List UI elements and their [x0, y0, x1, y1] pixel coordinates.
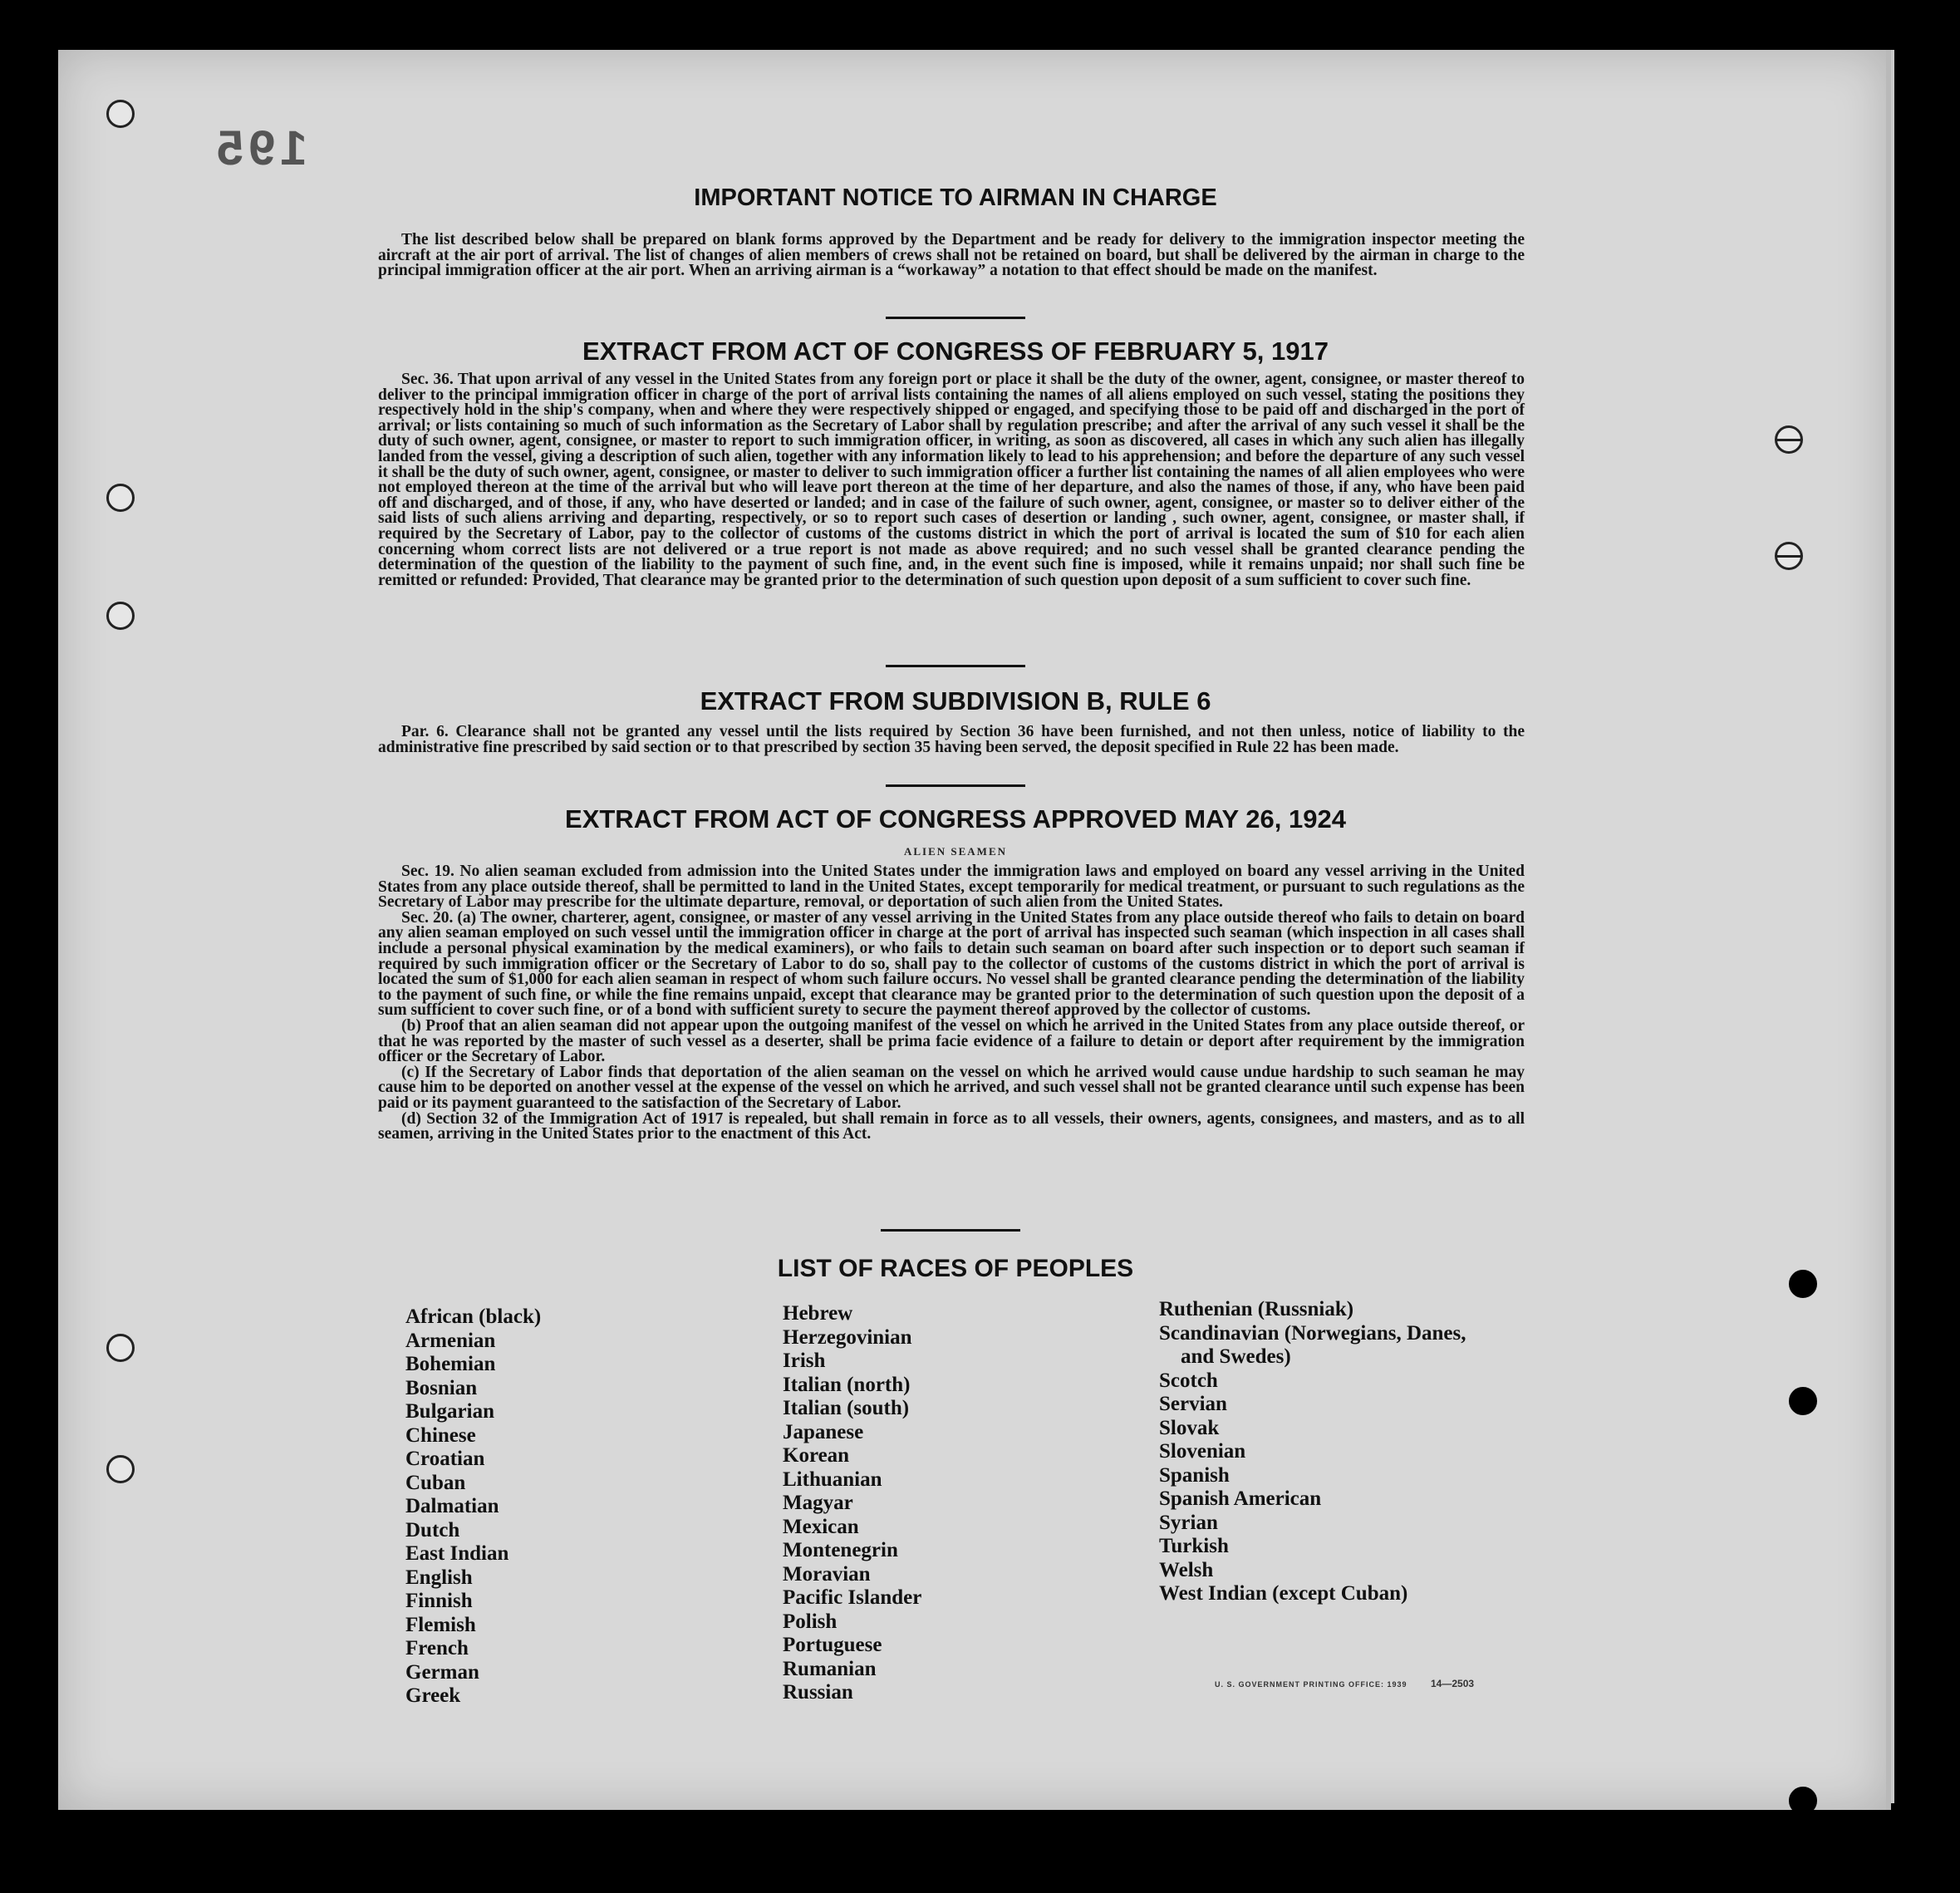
race-item: and Swedes): [1181, 1345, 1291, 1368]
race-item: Italian (south): [783, 1397, 910, 1419]
section-divider: [881, 1229, 1020, 1232]
section-divider: [886, 665, 1025, 667]
sec-20b-paragraph: (b) Proof that an alien seaman did not appear upon the outgoing manifest of the vessel on which he arrived in the United States from any place outside thereof, or that he was reported by the master of such vessel as a deserter, shall be prima facie evidence of a failure to detain or deport after requirement by the immigration officer or the Secretary of Labor.: [378, 1016, 1525, 1066]
race-item: Hebrew: [783, 1302, 853, 1325]
punch-hole: [1789, 1787, 1817, 1815]
race-item: Bosnian: [405, 1376, 478, 1399]
punch-hole: [1789, 1387, 1817, 1415]
race-item: Irish: [783, 1350, 826, 1372]
races-column-2: [783, 1302, 921, 1705]
race-item: Pacific Islander: [783, 1586, 922, 1609]
punch-hole: [1775, 425, 1803, 454]
race-item: Dalmatian: [405, 1495, 499, 1517]
race-item: Servian: [1159, 1393, 1227, 1415]
par-6-paragraph: Par. 6. Clearance shall not be granted any vessel until the lists required by Section 36 have been furnished, and not then unless, notice of liability to the administrative fine prescribed by said section or to that prescribed by section 35 having been served, the deposit specified in Rule 22 has been made.: [378, 723, 1525, 756]
race-item: Greek: [405, 1684, 461, 1707]
notice-paragraph: The list described below shall be prepared on blank forms approved by the Department and be ready for delivery to the immigration inspector meeting the aircraft at the air port of arrival. The list of changes of alien members of crews shall not be retained on board, but shall be delivered by the airman in charge to the principal immigration officer at the air port. When an arriving airman is a “workaway” a notation to that effect should be made on the manifest.: [378, 231, 1525, 280]
races-title: LIST OF RACES OF PEOPLES: [777, 1255, 1134, 1282]
section-divider: [886, 317, 1025, 319]
race-item: West Indian (except Cuban): [1159, 1582, 1408, 1605]
race-item: Welsh: [1159, 1558, 1214, 1581]
race-item: Rumanian: [783, 1657, 877, 1680]
race-item: English: [405, 1566, 473, 1589]
race-item: Scotch: [1159, 1369, 1218, 1392]
sec-19-paragraph: Sec. 19. No alien seaman excluded from admission into the United States under the immigration laws and employed on board any vessel arriving in the United States from any place outside thereof, shall be permitted to land in the United States, except temporarily for medical treatment, or pursuant to such regulations as the Secretary of Labor may prescribe for the ultimate departure, removal, or deportation of such alien from the United States.: [378, 863, 1525, 912]
sec-20c-paragraph: (c) If the Secretary of Labor finds that deportation of the alien seaman on the vessel on which he arrived would cause undue hardship to such seaman he may cause him to be deported on another vessel at the expense of the vessel on which he arrived, and such vessel shall not be granted clearance until such expense has been paid or its payment guaranteed to the satisfaction of the Secretary of Labor.: [378, 1063, 1525, 1112]
race-item: Portuguese: [783, 1634, 882, 1656]
race-item: Italian (north): [783, 1373, 911, 1396]
race-item: Slovak: [1159, 1416, 1220, 1439]
race-item: Armenian: [405, 1329, 496, 1352]
race-item: Slovenian: [1159, 1440, 1246, 1463]
notice-body: [378, 233, 1525, 279]
race-item: Magyar: [783, 1492, 853, 1514]
race-item: Flemish: [405, 1613, 476, 1636]
punch-hole: [1775, 542, 1803, 570]
race-item: Finnish: [405, 1590, 473, 1612]
rule6-body: [378, 725, 1525, 755]
printer-imprint: U. S. GOVERNMENT PRINTING OFFICE: 1939: [1215, 1680, 1407, 1689]
races-column-1: [405, 1305, 541, 1709]
race-item: Mexican: [783, 1515, 859, 1538]
race-item: French: [405, 1637, 469, 1659]
punch-hole: [106, 484, 135, 512]
race-item: African (black): [405, 1305, 542, 1328]
race-item: Turkish: [1159, 1535, 1229, 1557]
notice-title: IMPORTANT NOTICE TO AIRMAN IN CHARGE: [694, 184, 1217, 211]
punch-hole: [106, 1455, 135, 1483]
race-item: Montenegrin: [783, 1539, 898, 1561]
race-item: Ruthenian (Russniak): [1159, 1298, 1354, 1320]
race-item: Bohemian: [405, 1353, 496, 1375]
race-item: Herzegovinian: [783, 1325, 912, 1349]
punch-hole: [106, 1334, 135, 1362]
page-number-stamp: 195: [212, 121, 307, 175]
race-item: Cuban: [405, 1471, 466, 1494]
race-item: Lithuanian: [783, 1468, 882, 1491]
section-divider: [886, 784, 1025, 787]
act-1917-title: EXTRACT FROM ACT OF CONGRESS OF FEBRUARY 5, 1917: [582, 337, 1329, 366]
act-1917-body: [378, 372, 1525, 588]
race-item: Croatian: [405, 1448, 485, 1470]
race-item: Spanish American: [1159, 1487, 1322, 1510]
race-item: German: [405, 1660, 479, 1684]
act-1924-body: [378, 864, 1525, 1143]
sec-36-paragraph: Sec. 36. That upon arrival of any vessel in the United States from any foreign port or place it shall be the duty of the owner, agent, consignee, or master thereof to deliver to the principal immigration officer in charge of the port of arrival lists containing the names of all aliens employed on such vessel, stating the positions they respectively hold in the ship's company, when and where they were respectively shipped or engaged, and specifying those to be paid off and discharged in the port of arrival; or lists containing so much of such information as the Secretary of Labor shall by regulation prescribe; and after the arrival of any such vessel it shall be the duty of such owner, agent, consignee, or master to report to such immigration officer, in writing, as soon as discovered, all cases in which any such alien has illegally landed from the vessel, giving a description of such alien, together with any information likely to lead to his apprehension; and before the departure of any such vessel it shall be the duty of such owner, agent, consignee, or master to deliver to such immigration officer a further list containing the names of all alien employees who were not employed thereon at the time of the arrival but who will leave port thereon at the time of her departure, and also the names of those, if any, who have been paid off and discharged, and of those, if any, who have deserted or landed; and in case of the failure of such owner, agent, consignee, or master so to deliver either of the said lists of such aliens arriving and departing, respectively, or so to report such cases of desertion or landing , such owner, agent, consignee, or master shall, if required by the Secretary of Labor, pay to the collector of customs of the customs district in which the port of arrival is located the sum of $10 for each alien concerning whom correct lists are not delivered or a true report is not made as above required; and no such vessel shall be granted clearance pending the determination of the question of the liability to the payment of such fine, and, in the event such fine is imposed, while it remains unpaid; nor shall such fine be remitted or refunded: Provided, That clearance may be granted prior to the determination of such question upon deposit of a sum sufficient to cover such fine.: [378, 371, 1525, 589]
rule6-title: EXTRACT FROM SUBDIVISION B, RULE 6: [700, 686, 1211, 715]
race-item: Dutch: [405, 1518, 460, 1541]
punch-hole: [106, 100, 135, 128]
race-item: Russian: [783, 1681, 853, 1704]
punch-hole: [1789, 1270, 1817, 1298]
race-item: Scandinavian (Norwegians, Danes,: [1159, 1321, 1466, 1345]
race-item: Spanish: [1159, 1463, 1230, 1487]
race-item: Moravian: [783, 1562, 871, 1586]
race-item: Japanese: [783, 1420, 864, 1443]
sec-20d-paragraph: (d) Section 32 of the Immigration Act of 1917 is repealed, but shall remain in force as to all vessels, their owners, agents, consignees, and masters, and as to all seamen, arriving in the United States prior to the enactment of this Act.: [378, 1109, 1525, 1143]
sec-20a-paragraph: Sec. 20. (a) The owner, charterer, agent, consignee, or master of any vessel arriving in the United States from any place outside thereof who fails to detain on board any alien seaman employed on such vessel until the immigration officer in charge at the port of arrival has inspected such seaman (which inspection in all cases shall include a personal physical examination by the medical examiners), or who fails to detain such seaman on board after such inspection or to deport such seaman if required by such immigration officer or the Secretary of Labor to do so, shall pay to the collector of customs of the customs district in which the port of arrival is located the sum of $1,000 for each alien seaman in respect of whom such failure occurs. No vessel shall be granted clearance pending the determination of the liability to the payment of such fine, or while the fine remains unpaid, except that clearance may be granted prior to the determination of such question upon the deposit of a sum sufficient to cover such fine, or of a bond with sufficient surety to secure the payment thereof approved by the collector of customs.: [378, 908, 1525, 1020]
form-number: 14—2503: [1431, 1678, 1475, 1689]
act-1924-title: EXTRACT FROM ACT OF CONGRESS APPROVED MAY 26, 1924: [565, 804, 1346, 833]
race-item: Syrian: [1159, 1511, 1218, 1534]
race-item: East Indian: [405, 1542, 509, 1565]
punch-hole: [106, 602, 135, 630]
race-item: Bulgarian: [405, 1400, 494, 1423]
alien-seamen-caption: ALIEN SEAMEN: [903, 845, 1008, 858]
race-item: Chinese: [405, 1423, 476, 1447]
race-item: Polish: [783, 1610, 838, 1633]
race-item: Korean: [783, 1444, 850, 1467]
races-column-3: [1159, 1298, 1466, 1606]
